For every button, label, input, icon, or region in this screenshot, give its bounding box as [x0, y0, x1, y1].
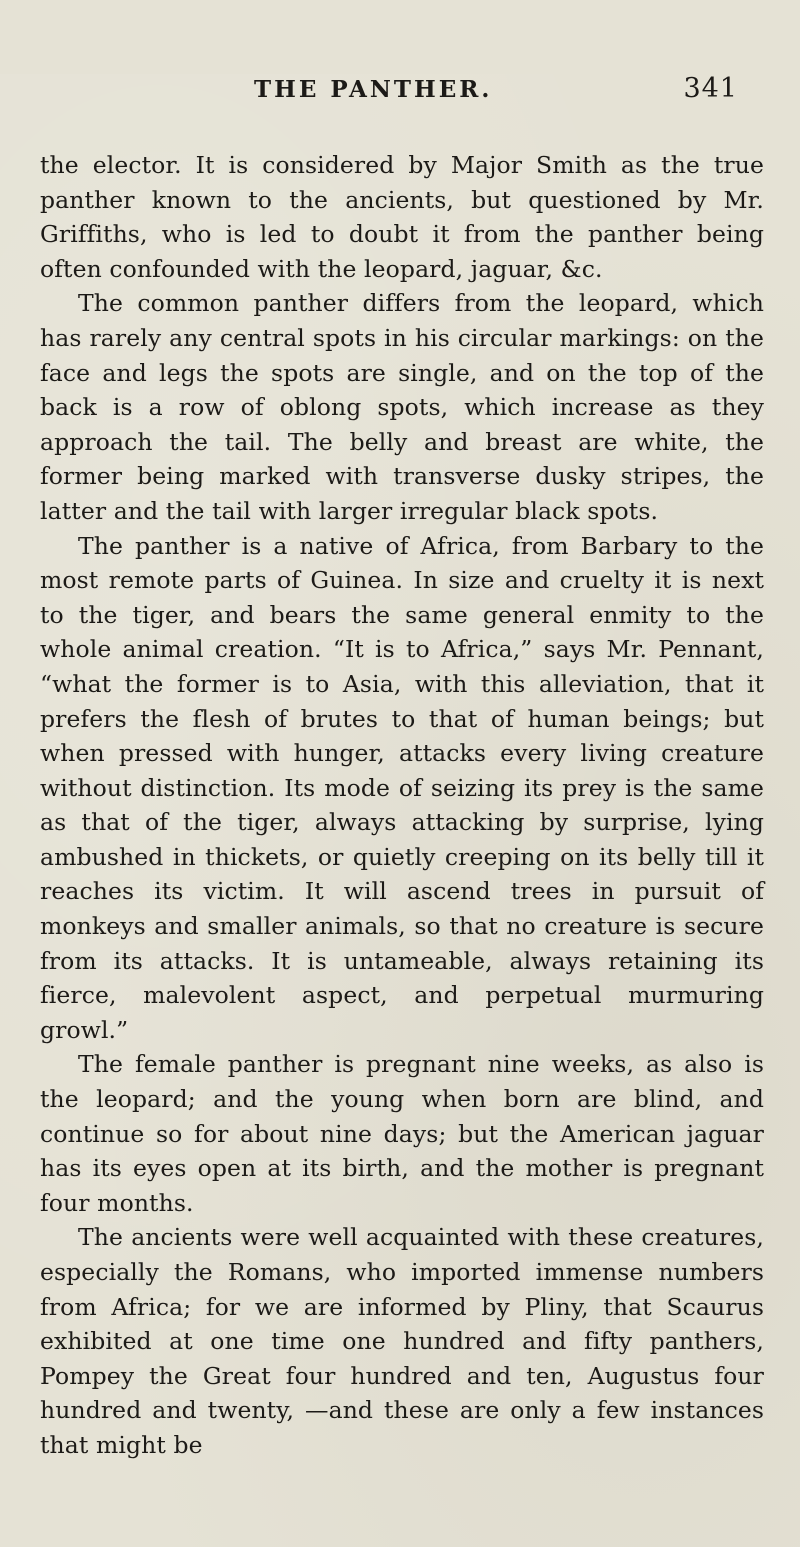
running-head	[40, 74, 764, 118]
page-number: 341	[683, 73, 738, 104]
book-page	[0, 74, 800, 1547]
paragraph-1: the elector. It is considered by Major Smith as the true panther known to the ancients, but questioned by Mr. Griffiths, who is led to doubt it from the panther being often confounded with the leopard, jaguar, &c.	[40, 151, 764, 283]
paragraph-2: The common panther differs from the leopard, which has rarely any central spots in his circular markings: on the face and legs the spots are single, and on the top of the back is a row of oblong spots, which increase as they approach the tail. The belly and breast are white, the former being marked with transverse dusky stripes, the latter and the tail with larger irregular black spots.	[40, 289, 764, 525]
running-title: THE PANTHER.	[254, 76, 493, 103]
paragraph-5: The ancients were well acquainted with these creatures, especially the Romans, who imported immense numbers from Africa; for we are informed by Pliny, that Scaurus exhibited at one time one hundred and fifty panthers, Pompey the Great four hundred and ten, Augustus four hundred and twenty, —and these are only a few instances that might be	[40, 1223, 764, 1459]
paragraph-4: The female panther is pregnant nine weeks, as also is the leopard; and the young when born are blind, and continue so for about nine days; but the American jaguar has its eyes open at its birth, and the mother is pregnant four months.	[40, 1050, 764, 1217]
paragraph-3: The panther is a native of Africa, from Barbary to the most remote parts of Guinea. In size and cruelty it is next to the tiger, and bears the same general enmity to the whole animal creation. “It is to Africa,” says Mr. Pennant, “what the former is to Asia, with this alleviation, that it prefers the flesh of brutes to that of human beings; but when pressed with hunger, attacks every living creature without distinction. Its mode of seizing its prey is the same as that of the tiger, always attacking by surprise, lying ambushed in thickets, or quietly creeping on its belly till it reaches its victim. It will ascend trees in pursuit of monkeys and smaller animals, so that no creature is secure from its attacks. It is untameable, always retaining its fierce, malevolent aspect, and perpetual murmuring growl.”	[40, 531, 764, 1044]
body-text	[40, 148, 764, 1463]
